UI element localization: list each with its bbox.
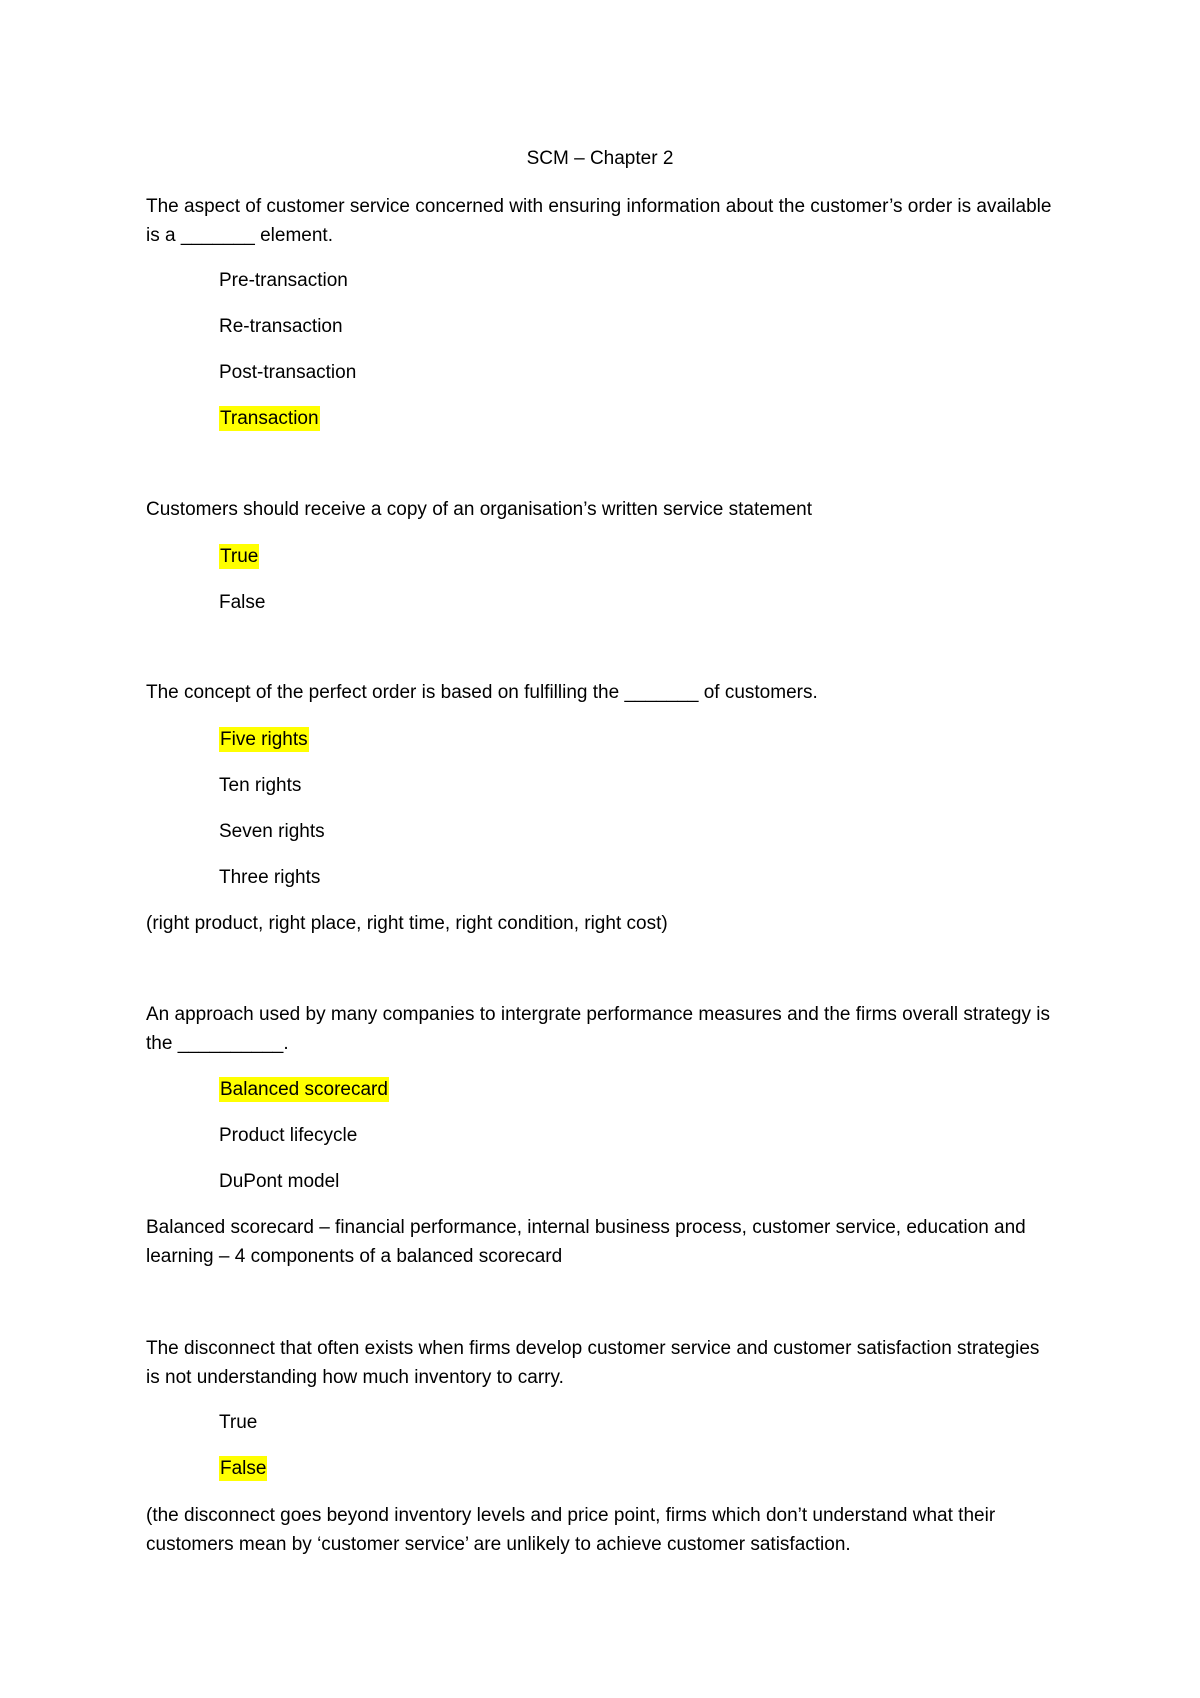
question-3-option-4: Three rights [219, 867, 321, 888]
question-2-option-2: False [219, 592, 266, 613]
question-5-option-2-answer [219, 1454, 267, 1483]
question-1-option-1: Pre-transaction [219, 270, 348, 291]
question-3-note: (right product, right place, right time, right condition, right cost) [146, 913, 668, 934]
question-3-text: The concept of the perfect order is based on fulfilling the _______ of customers. [146, 682, 818, 703]
answer-highlight: True [220, 546, 259, 567]
question-1-option-4-answer [219, 404, 320, 433]
question-4-option-3: DuPont model [219, 1171, 340, 1192]
question-5-option-1: True [219, 1412, 258, 1433]
question-4-text: An approach used by many companies to intergrate performance measures and the firms overall strategy is the __________. [146, 1004, 1051, 1054]
page-title: SCM – Chapter 2 [526, 148, 674, 169]
answer-highlight: Balanced scorecard [220, 1079, 388, 1100]
answer-highlight: Transaction [220, 408, 319, 429]
question-1-option-3: Post-transaction [219, 362, 357, 383]
question-3-option-1-answer [219, 725, 309, 754]
question-2-option-1-answer [219, 542, 259, 571]
question-5-text: The disconnect that often exists when firms develop customer service and customer satisfaction strategies is not understanding how much inventory to carry. [146, 1338, 1040, 1388]
question-1-text: The aspect of customer service concerned with ensuring information about the customer’s order is available is a _______ element. [146, 196, 1052, 246]
question-1-option-2: Re-transaction [219, 316, 343, 337]
answer-highlight: False [220, 1458, 267, 1479]
answer-highlight: Five rights [220, 729, 308, 750]
question-3-option-3: Seven rights [219, 821, 325, 842]
question-4-option-2: Product lifecycle [219, 1125, 358, 1146]
question-4-note: Balanced scorecard – financial performance, internal business process, customer service, education and learning – 4 components of a balanced scorecard [146, 1217, 1026, 1267]
question-2-text: Customers should receive a copy of an organisation’s written service statement [146, 499, 813, 520]
question-3-option-2: Ten rights [219, 775, 302, 796]
question-5-note: (the disconnect goes beyond inventory levels and price point, firms which don’t understand what their customers mean by ‘customer service’ are unlikely to achieve customer satisfaction. [146, 1505, 996, 1555]
question-4-option-1-answer [219, 1075, 389, 1104]
